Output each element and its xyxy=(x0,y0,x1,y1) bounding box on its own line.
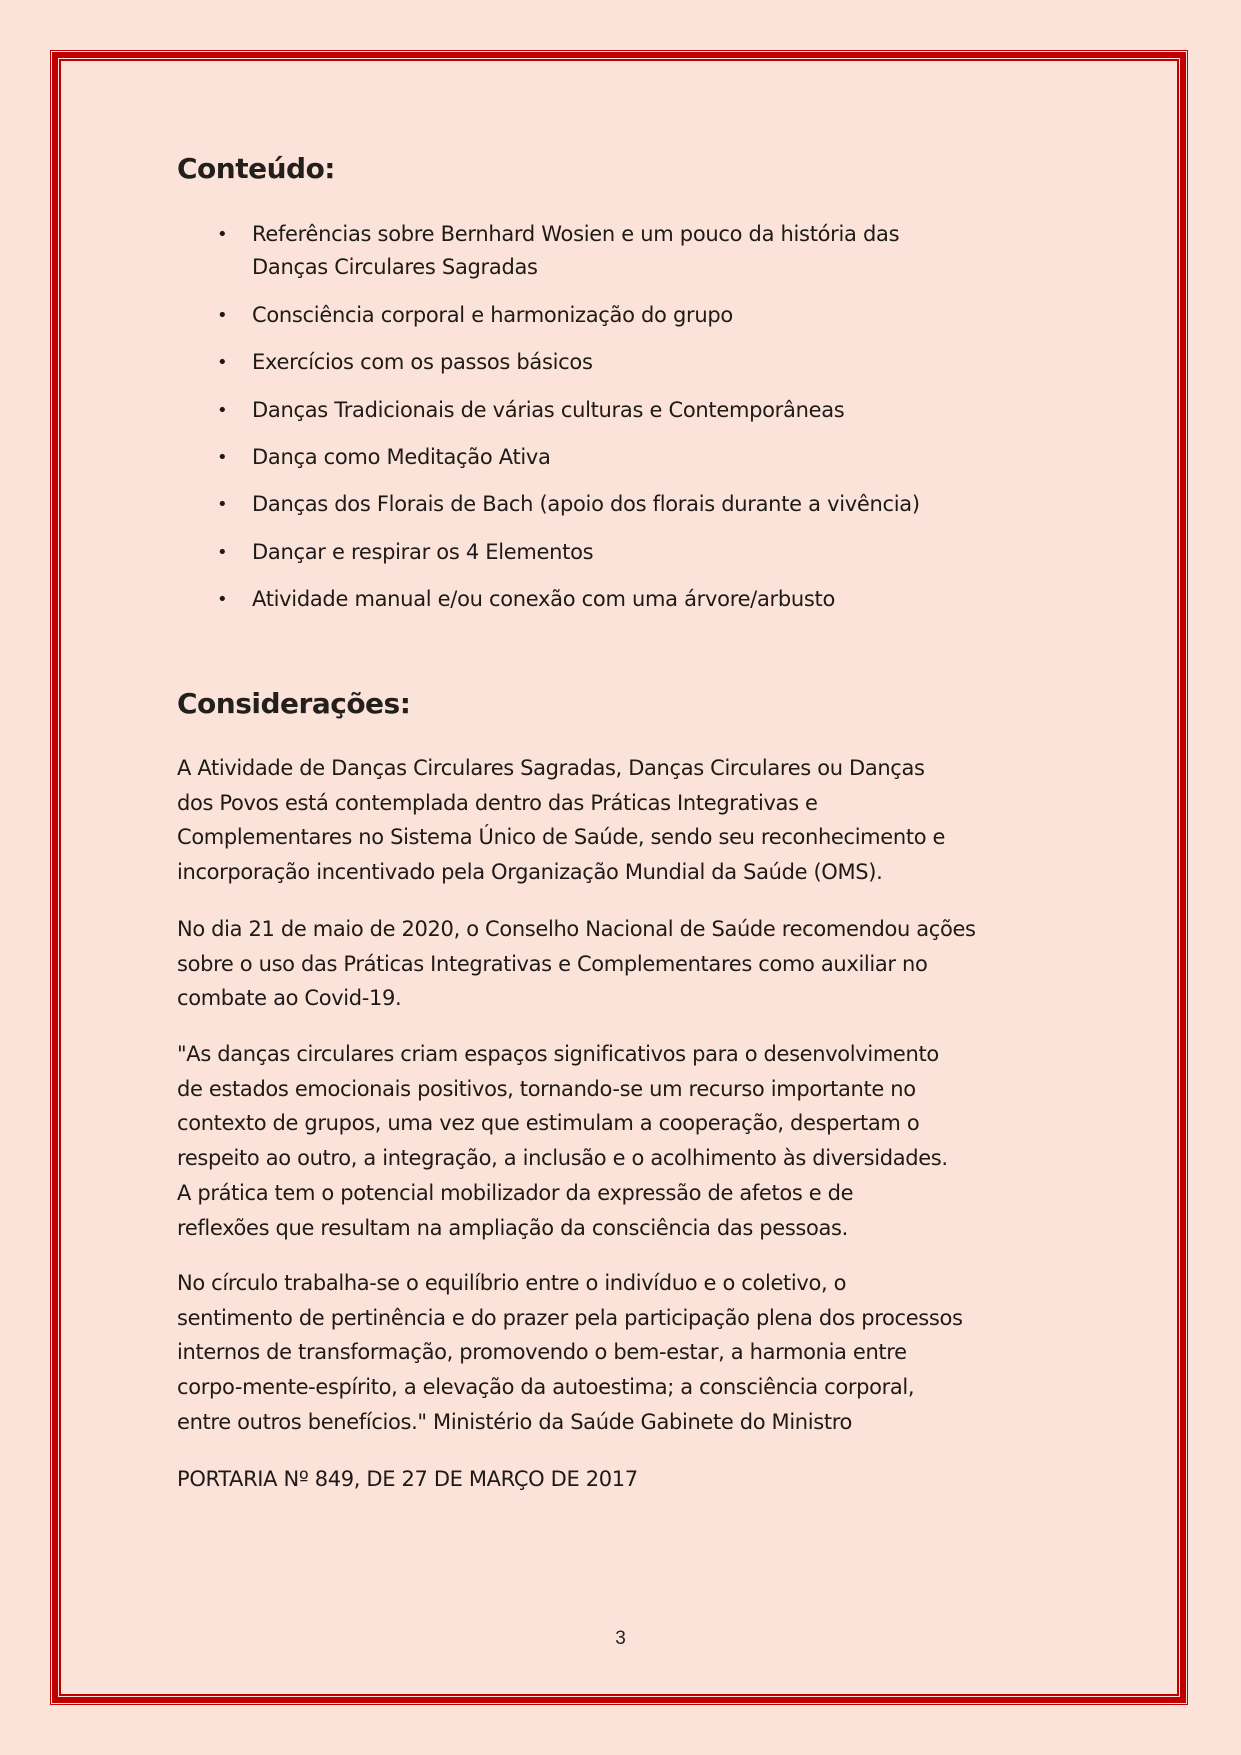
bullet-icon: • xyxy=(217,224,228,245)
list-item-text: Danças Tradicionais de várias culturas e Contemporâneas xyxy=(252,398,845,422)
list-item-text: Atividade manual e/ou conexão com uma árvore/arbusto xyxy=(252,587,836,611)
paragraph-line: "As danças circulares criam espaços significativos para o desenvolvimento xyxy=(177,1042,939,1066)
paragraph-conselho xyxy=(177,912,1077,1016)
bullet-icon: • xyxy=(217,542,228,563)
paragraph-line: de estados emocionais positivos, tornando-se um recurso importante no xyxy=(177,1076,916,1101)
list-item-text: Exercícios com os passos básicos xyxy=(252,350,593,374)
paragraph-line: respeito ao outro, a integração, a inclusão e o acolhimento às diversidades. xyxy=(177,1146,948,1171)
list-item-text: Dançar e respirar os 4 Elementos xyxy=(252,540,594,564)
paragraph-line: corpo-mente-espírito, a elevação da autoestima; a consciência corporal, xyxy=(177,1375,915,1400)
paragraph-line: No círculo trabalha-se o equilíbrio entre o indivíduo e o coletivo, o xyxy=(177,1271,847,1295)
paragraph-line: contexto de grupos, uma vez que estimulam a cooperação, despertam o xyxy=(177,1111,920,1136)
paragraph-line: A Atividade de Danças Circulares Sagradas, Danças Circulares ou Danças xyxy=(177,756,925,780)
bullet-icon: • xyxy=(217,494,228,515)
paragraph-line: No dia 21 de maio de 2020, o Conselho Nacional de Saúde recomendou ações xyxy=(177,917,976,941)
paragraph-line: sentimento de pertinência e do prazer pela participação plena dos processos xyxy=(177,1305,963,1330)
list-item-text: Consciência corporal e harmonização do grupo xyxy=(252,303,733,327)
list-item-text xyxy=(252,218,899,284)
paragraph-line: dos Povos está contemplada dentro das Práticas Integrativas e xyxy=(177,790,818,815)
paragraph-line: sobre o uso das Práticas Integrativas e Complementares como auxiliar no xyxy=(177,951,928,976)
bullet-icon: • xyxy=(217,305,228,326)
paragraph-circulo xyxy=(177,1266,1077,1440)
list-item-text: Dança como Meditação Ativa xyxy=(252,445,551,469)
paragraph-line: reflexões que resultam na ampliação da consciência das pessoas. xyxy=(177,1215,848,1240)
paragraph-line: Complementares no Sistema Único de Saúde, sendo seu reconhecimento e xyxy=(177,825,946,850)
paragraph-line: entre outros benefícios." Ministério da Saúde Gabinete do Ministro xyxy=(177,1409,853,1434)
bullet-icon: • xyxy=(217,447,228,468)
paragraph-line: combate ao Covid-19. xyxy=(177,986,402,1011)
paragraph-line: PORTARIA Nº 849, DE 27 DE MARÇO DE 2017 xyxy=(177,1467,638,1491)
list-item-text: Danças dos Florais de Bach (apoio dos florais durante a vivência) xyxy=(252,492,920,516)
list-item-line: Referências sobre Bernhard Wosien e um pouco da história das xyxy=(252,222,900,246)
page-number: 3 xyxy=(615,1628,626,1649)
paragraph-line: A prática tem o potencial mobilizador da expressão de afetos e de xyxy=(177,1180,854,1205)
section-heading-conteudo: Conteúdo: xyxy=(177,152,336,185)
paragraph-quote xyxy=(177,1037,1077,1245)
paragraph-line: incorporação incentivado pela Organização Mundial da Saúde (OMS). xyxy=(177,860,883,885)
bullet-icon: • xyxy=(217,400,228,421)
bullet-icon: • xyxy=(217,589,228,610)
section-heading-consideracoes: Considerações: xyxy=(177,687,411,720)
paragraph-line: internos de transformação, promovendo o bem-estar, a harmonia entre xyxy=(177,1340,907,1365)
paragraph-pics xyxy=(177,751,1077,890)
paragraph-portaria xyxy=(177,1462,1077,1497)
list-item xyxy=(177,218,1077,284)
list-item-line: Danças Circulares Sagradas xyxy=(252,255,538,279)
bullet-icon: • xyxy=(217,352,228,373)
